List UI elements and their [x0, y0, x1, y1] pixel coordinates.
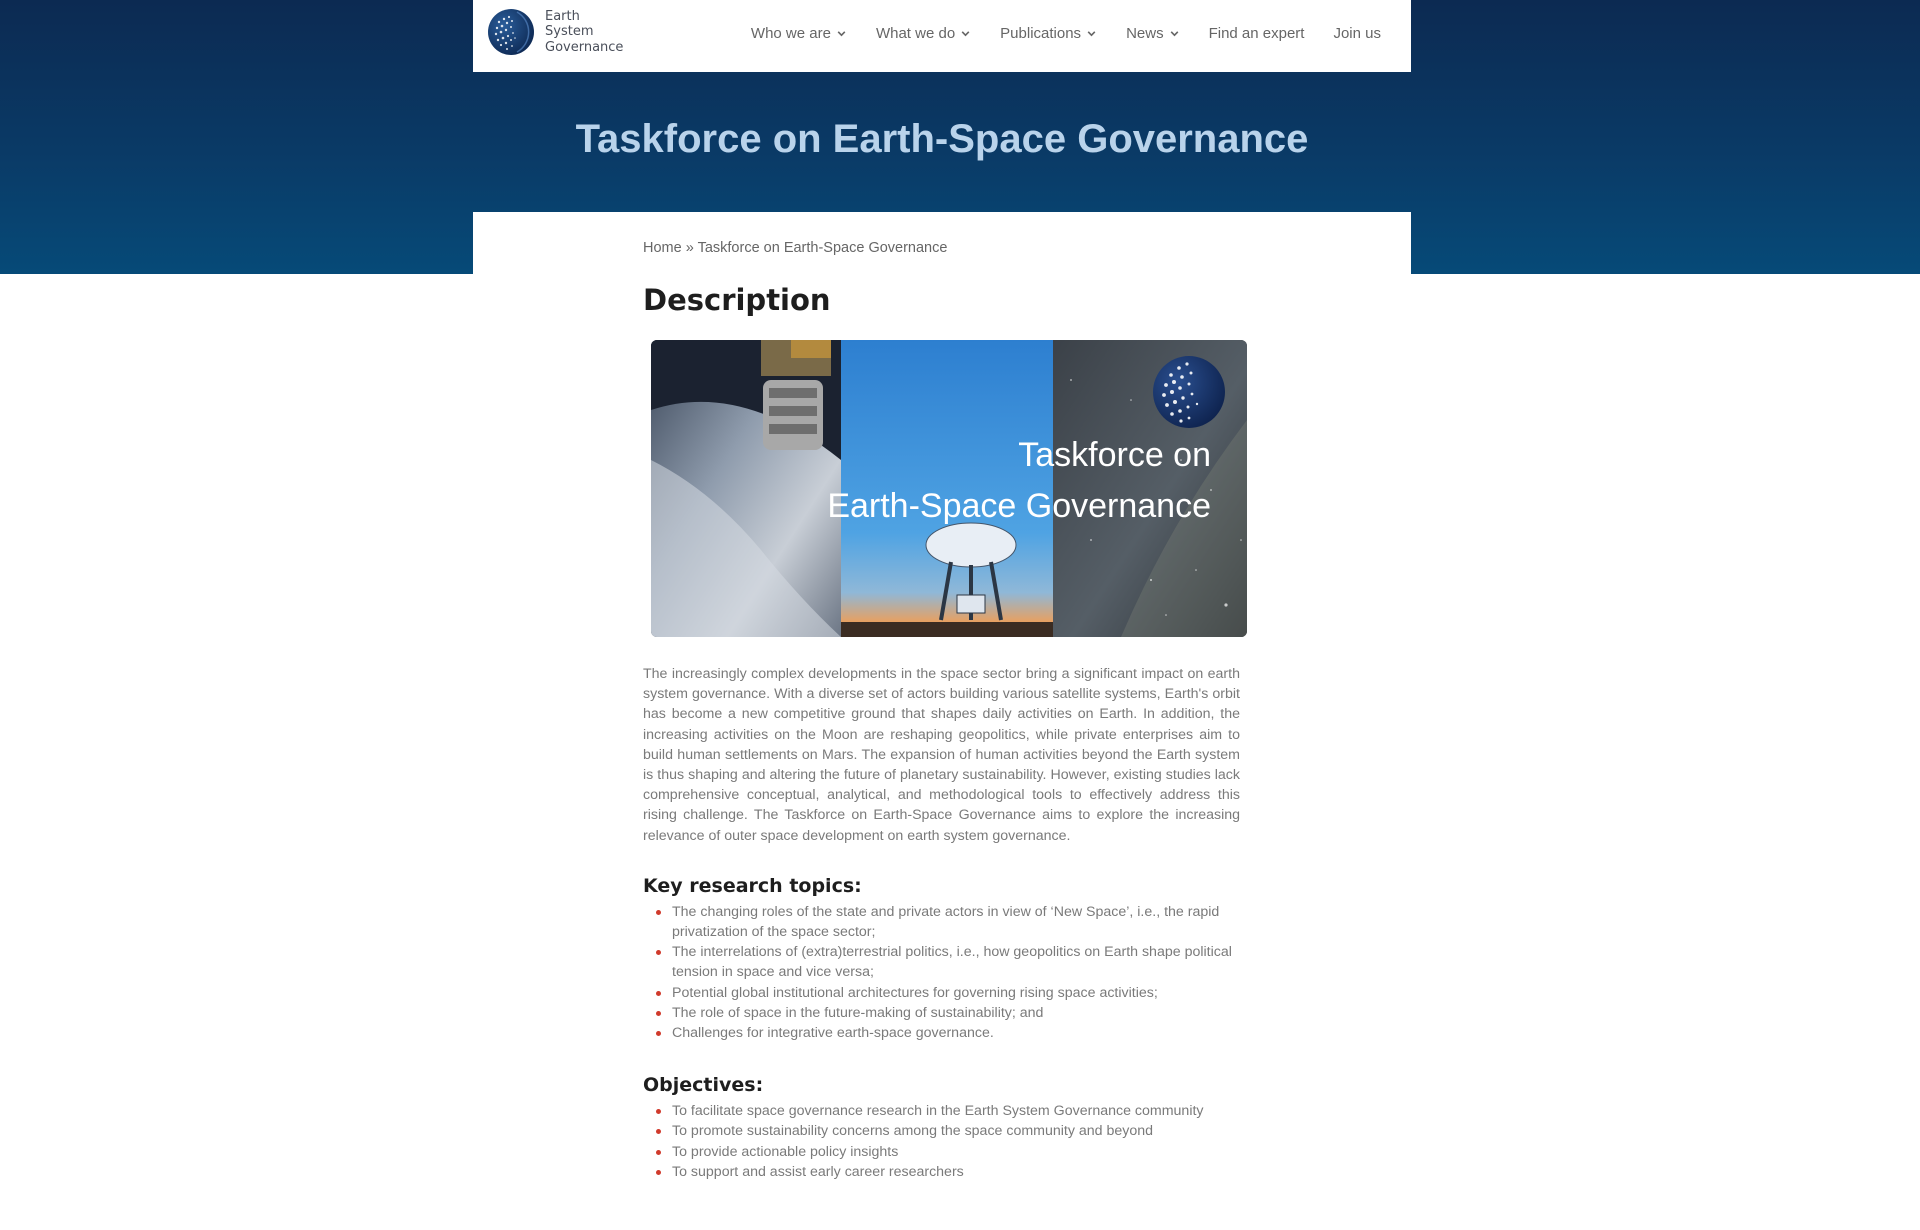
- chevron-down-icon: [960, 28, 971, 39]
- breadcrumb-separator: »: [685, 240, 694, 256]
- chevron-down-icon: [1086, 28, 1097, 39]
- taskforce-banner-image: [651, 340, 1247, 637]
- description-heading: Description: [643, 283, 831, 317]
- chevron-down-icon: [836, 28, 847, 39]
- site-logo[interactable]: [487, 8, 623, 56]
- key-topics-heading: Key research topics:: [643, 874, 862, 897]
- nav-item-what-we-do[interactable]: [876, 25, 971, 42]
- main-content: [643, 240, 1240, 1182]
- nav-label: What we do: [875, 24, 956, 42]
- logo-line-1: Earth: [545, 8, 580, 24]
- list-item: Challenges for integrative earth-space governance.: [643, 1023, 1240, 1043]
- nav-item-join-us[interactable]: [1333, 25, 1381, 42]
- banner-title-line-2: Earth-Space Governance: [827, 487, 1211, 525]
- logo-wordmark: [545, 9, 623, 56]
- chevron-down-icon: [1169, 28, 1180, 39]
- list-item: To provide actionable policy insights: [643, 1142, 1240, 1162]
- nav-item-find-an-expert[interactable]: [1209, 25, 1305, 42]
- list-item: To facilitate space governance research in the Earth System Governance community: [643, 1101, 1240, 1121]
- banner-title-line-1: Taskforce on: [1018, 436, 1211, 474]
- list-item: Potential global institutional architectures for governing rising space activities;: [643, 983, 1240, 1003]
- list-item: The role of space in the future-making of sustainability; and: [643, 1003, 1240, 1023]
- nav-label: Join us: [1333, 24, 1381, 42]
- list-item: To support and assist early career researchers: [643, 1162, 1240, 1182]
- banner-artwork: [651, 340, 1247, 637]
- key-topics-list: [643, 902, 1240, 1043]
- breadcrumb-home-link[interactable]: Home: [643, 240, 682, 256]
- nav-label: Who we are: [750, 24, 831, 42]
- globe-logo-icon: [487, 8, 535, 56]
- objectives-list: [643, 1101, 1240, 1182]
- logo-line-3: Governance: [545, 39, 624, 55]
- logo-line-2: System: [545, 24, 594, 40]
- breadcrumb-current: Taskforce on Earth-Space Governance: [697, 240, 948, 256]
- description-paragraph: The increasingly complex developments in the space sector bring a significant impact on earth system governance. With a diverse set of actors building various satellite systems, Earth's orbit has become a new competitive ground that shapes daily activities on Earth. In addition, the increasing activities on the Moon are reshaping geopolitics, while private enterprises aim to build human settlements on Mars. The expansion of human activities beyond the Earth system is thus shaping and altering the future of planetary sustainability. However, existing studies lack comprehensive conceptual, analytical, and methodological tools to effectively address this rising challenge. The Taskforce on Earth-Space Governance aims to explore the increasing relevance of outer space development on earth system governance.: [643, 666, 1240, 844]
- page-title-wrap: [473, 112, 1411, 166]
- list-item: The changing roles of the state and private actors in view of ‘New Space’, i.e., the rapid privatization of the space sector;: [643, 902, 1240, 942]
- nav-item-publications[interactable]: [1000, 25, 1097, 42]
- list-item: The interrelations of (extra)terrestrial politics, i.e., how geopolitics on Earth shape political tension in space and vice versa;: [643, 942, 1240, 982]
- site-header: [473, 0, 1411, 72]
- objectives-heading: Objectives:: [643, 1074, 764, 1097]
- list-item: To promote sustainability concerns among the space community and beyond: [643, 1121, 1240, 1141]
- main-nav: [722, 0, 1381, 66]
- nav-item-news[interactable]: [1126, 25, 1180, 42]
- nav-label: Publications: [1000, 24, 1082, 42]
- nav-label: Find an expert: [1208, 24, 1305, 42]
- page-title: Taskforce on Earth-Space Governance: [575, 117, 1309, 161]
- breadcrumb: [643, 240, 1240, 260]
- nav-item-who-we-are[interactable]: [751, 25, 847, 42]
- nav-label: News: [1126, 24, 1164, 42]
